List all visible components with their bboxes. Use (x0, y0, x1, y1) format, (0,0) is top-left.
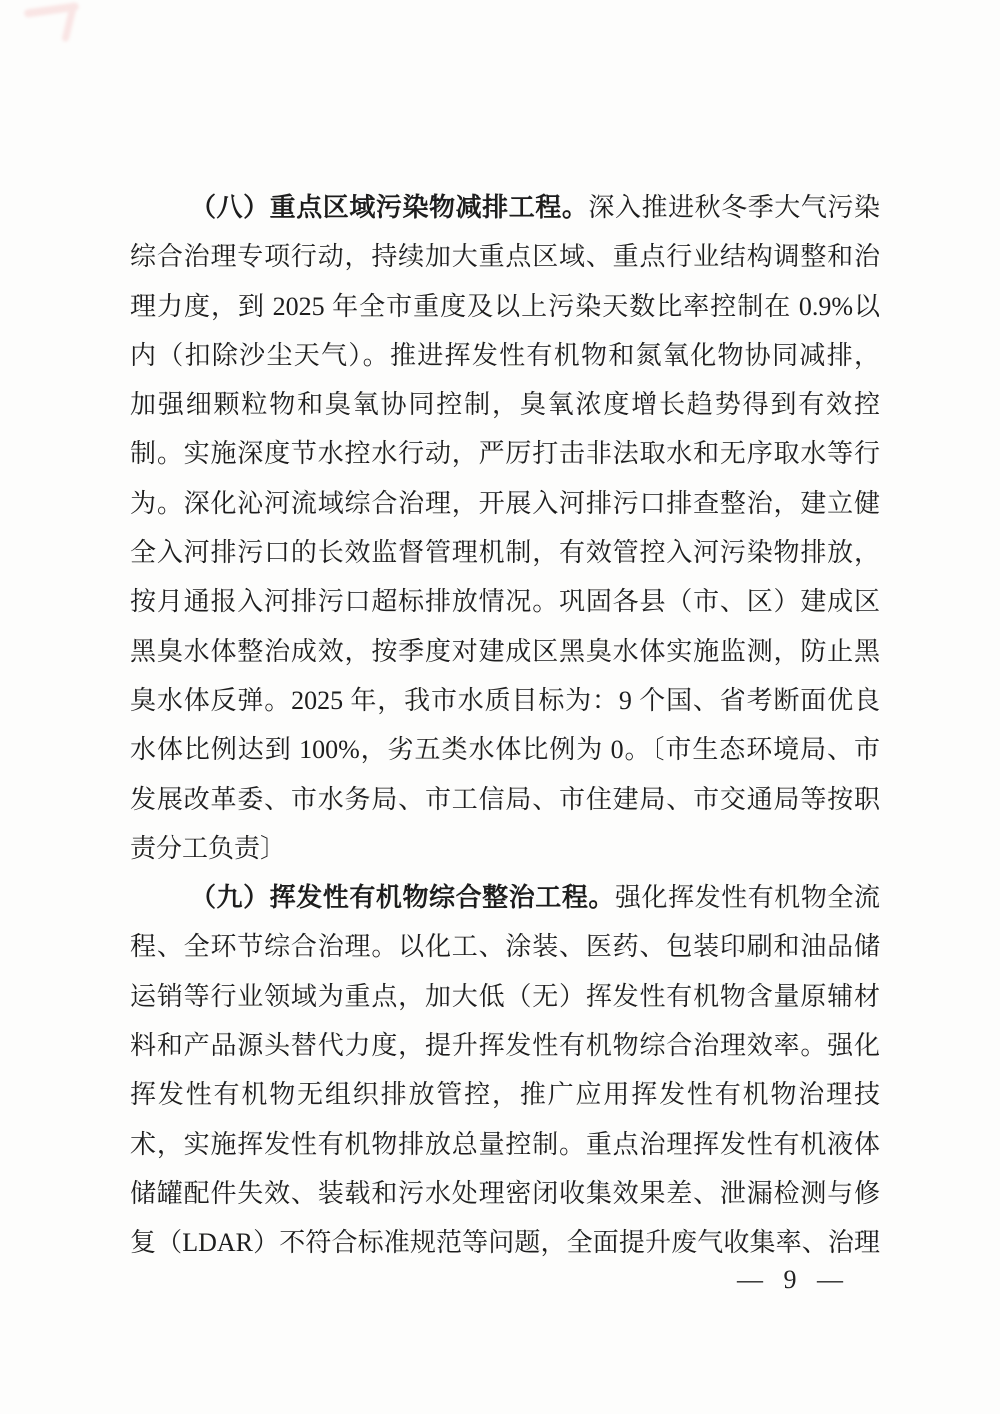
text-line (130, 824, 880, 873)
text-line (130, 1120, 880, 1169)
text-line (130, 577, 880, 626)
text-line (130, 232, 880, 281)
text-run: 理力度，到 2025 年全市重度及以上污染天数比率控制在 0.9%以 (130, 291, 880, 321)
text-run: 责分工负责〕 (130, 833, 287, 863)
text-line (130, 725, 880, 774)
text-line (130, 922, 880, 971)
text-line (130, 331, 880, 380)
text-run: 按月通报入河排污口超标排放情况。巩固各县（市、区）建成区 (130, 587, 880, 617)
heading-run: （九）挥发性有机物综合整治工程。 (190, 883, 615, 913)
text-line (130, 1169, 880, 1218)
text-run: 为。深化沁河流域综合治理，开展入河排污口排查整治，建立健 (130, 488, 880, 518)
text-line (130, 1021, 880, 1070)
text-line (130, 380, 880, 429)
text-run: 制。实施深度节水控水行动，严厉打击非法取水和无序取水等行 (130, 439, 880, 469)
text-run: 发展改革委、市水务局、市工信局、市住建局、市交通局等按职 (130, 784, 880, 814)
text-run: 复（LDAR）不符合标准规范等问题，全面提升废气收集率、治理 (130, 1228, 880, 1258)
text-line (130, 282, 880, 331)
text-line (130, 183, 880, 232)
text-run: 挥发性有机物无组织排放管控，推广应用挥发性有机物治理技 (130, 1080, 880, 1110)
text-line (130, 479, 880, 528)
heading-run: （八）重点区域污染物减排工程。 (190, 193, 589, 222)
text-run: 全入河排污口的长效监督管理机制，有效管控入河污染物排放， (130, 538, 880, 568)
text-line (130, 528, 880, 577)
text-line (130, 676, 880, 725)
text-line (130, 1070, 880, 1119)
text-run: 术，实施挥发性有机物排放总量控制。重点治理挥发性有机液体 (130, 1129, 880, 1159)
text-run: 深入推进秋冬季大气污染 (588, 193, 880, 222)
text-run: 水体比例达到 100%，劣五类水体比例为 0。〔市生态环境局、市 (130, 735, 880, 765)
text-run: 综合治理专项行动，持续加大重点区域、重点行业结构调整和治 (130, 242, 880, 272)
text-run: 料和产品源头替代力度，提升挥发性有机物综合治理效率。强化 (130, 1031, 880, 1061)
text-line (130, 873, 880, 922)
text-run: 程、全环节综合治理。以化工、涂装、医药、包装印刷和油品储 (130, 932, 880, 962)
text-run: 黑臭水体整治成效，按季度对建成区黑臭水体实施监测，防止黑 (130, 636, 880, 666)
text-run: 加强细颗粒物和臭氧协同控制，臭氧浓度增长趋势得到有效控 (130, 390, 880, 420)
text-line (130, 627, 880, 676)
page-number: — 9 — (737, 1265, 850, 1294)
text-line (130, 972, 880, 1021)
scan-artifact (18, 0, 113, 55)
text-run: 储罐配件失效、装载和污水处理密闭收集效果差、泄漏检测与修 (130, 1178, 880, 1208)
text-line (130, 429, 880, 478)
text-run: 强化挥发性有机物全流 (614, 883, 880, 913)
text-line (130, 775, 880, 824)
text-run: 运销等行业领域为重点，加大低（无）挥发性有机物含量原辅材 (130, 981, 880, 1011)
text-run: 内（扣除沙尘天气）。推进挥发性有机物和氮氧化物协同减排， (130, 340, 880, 370)
text-run: 臭水体反弹。2025 年，我市水质目标为：9 个国、省考断面优良 (130, 685, 880, 715)
document-body (130, 183, 880, 1268)
